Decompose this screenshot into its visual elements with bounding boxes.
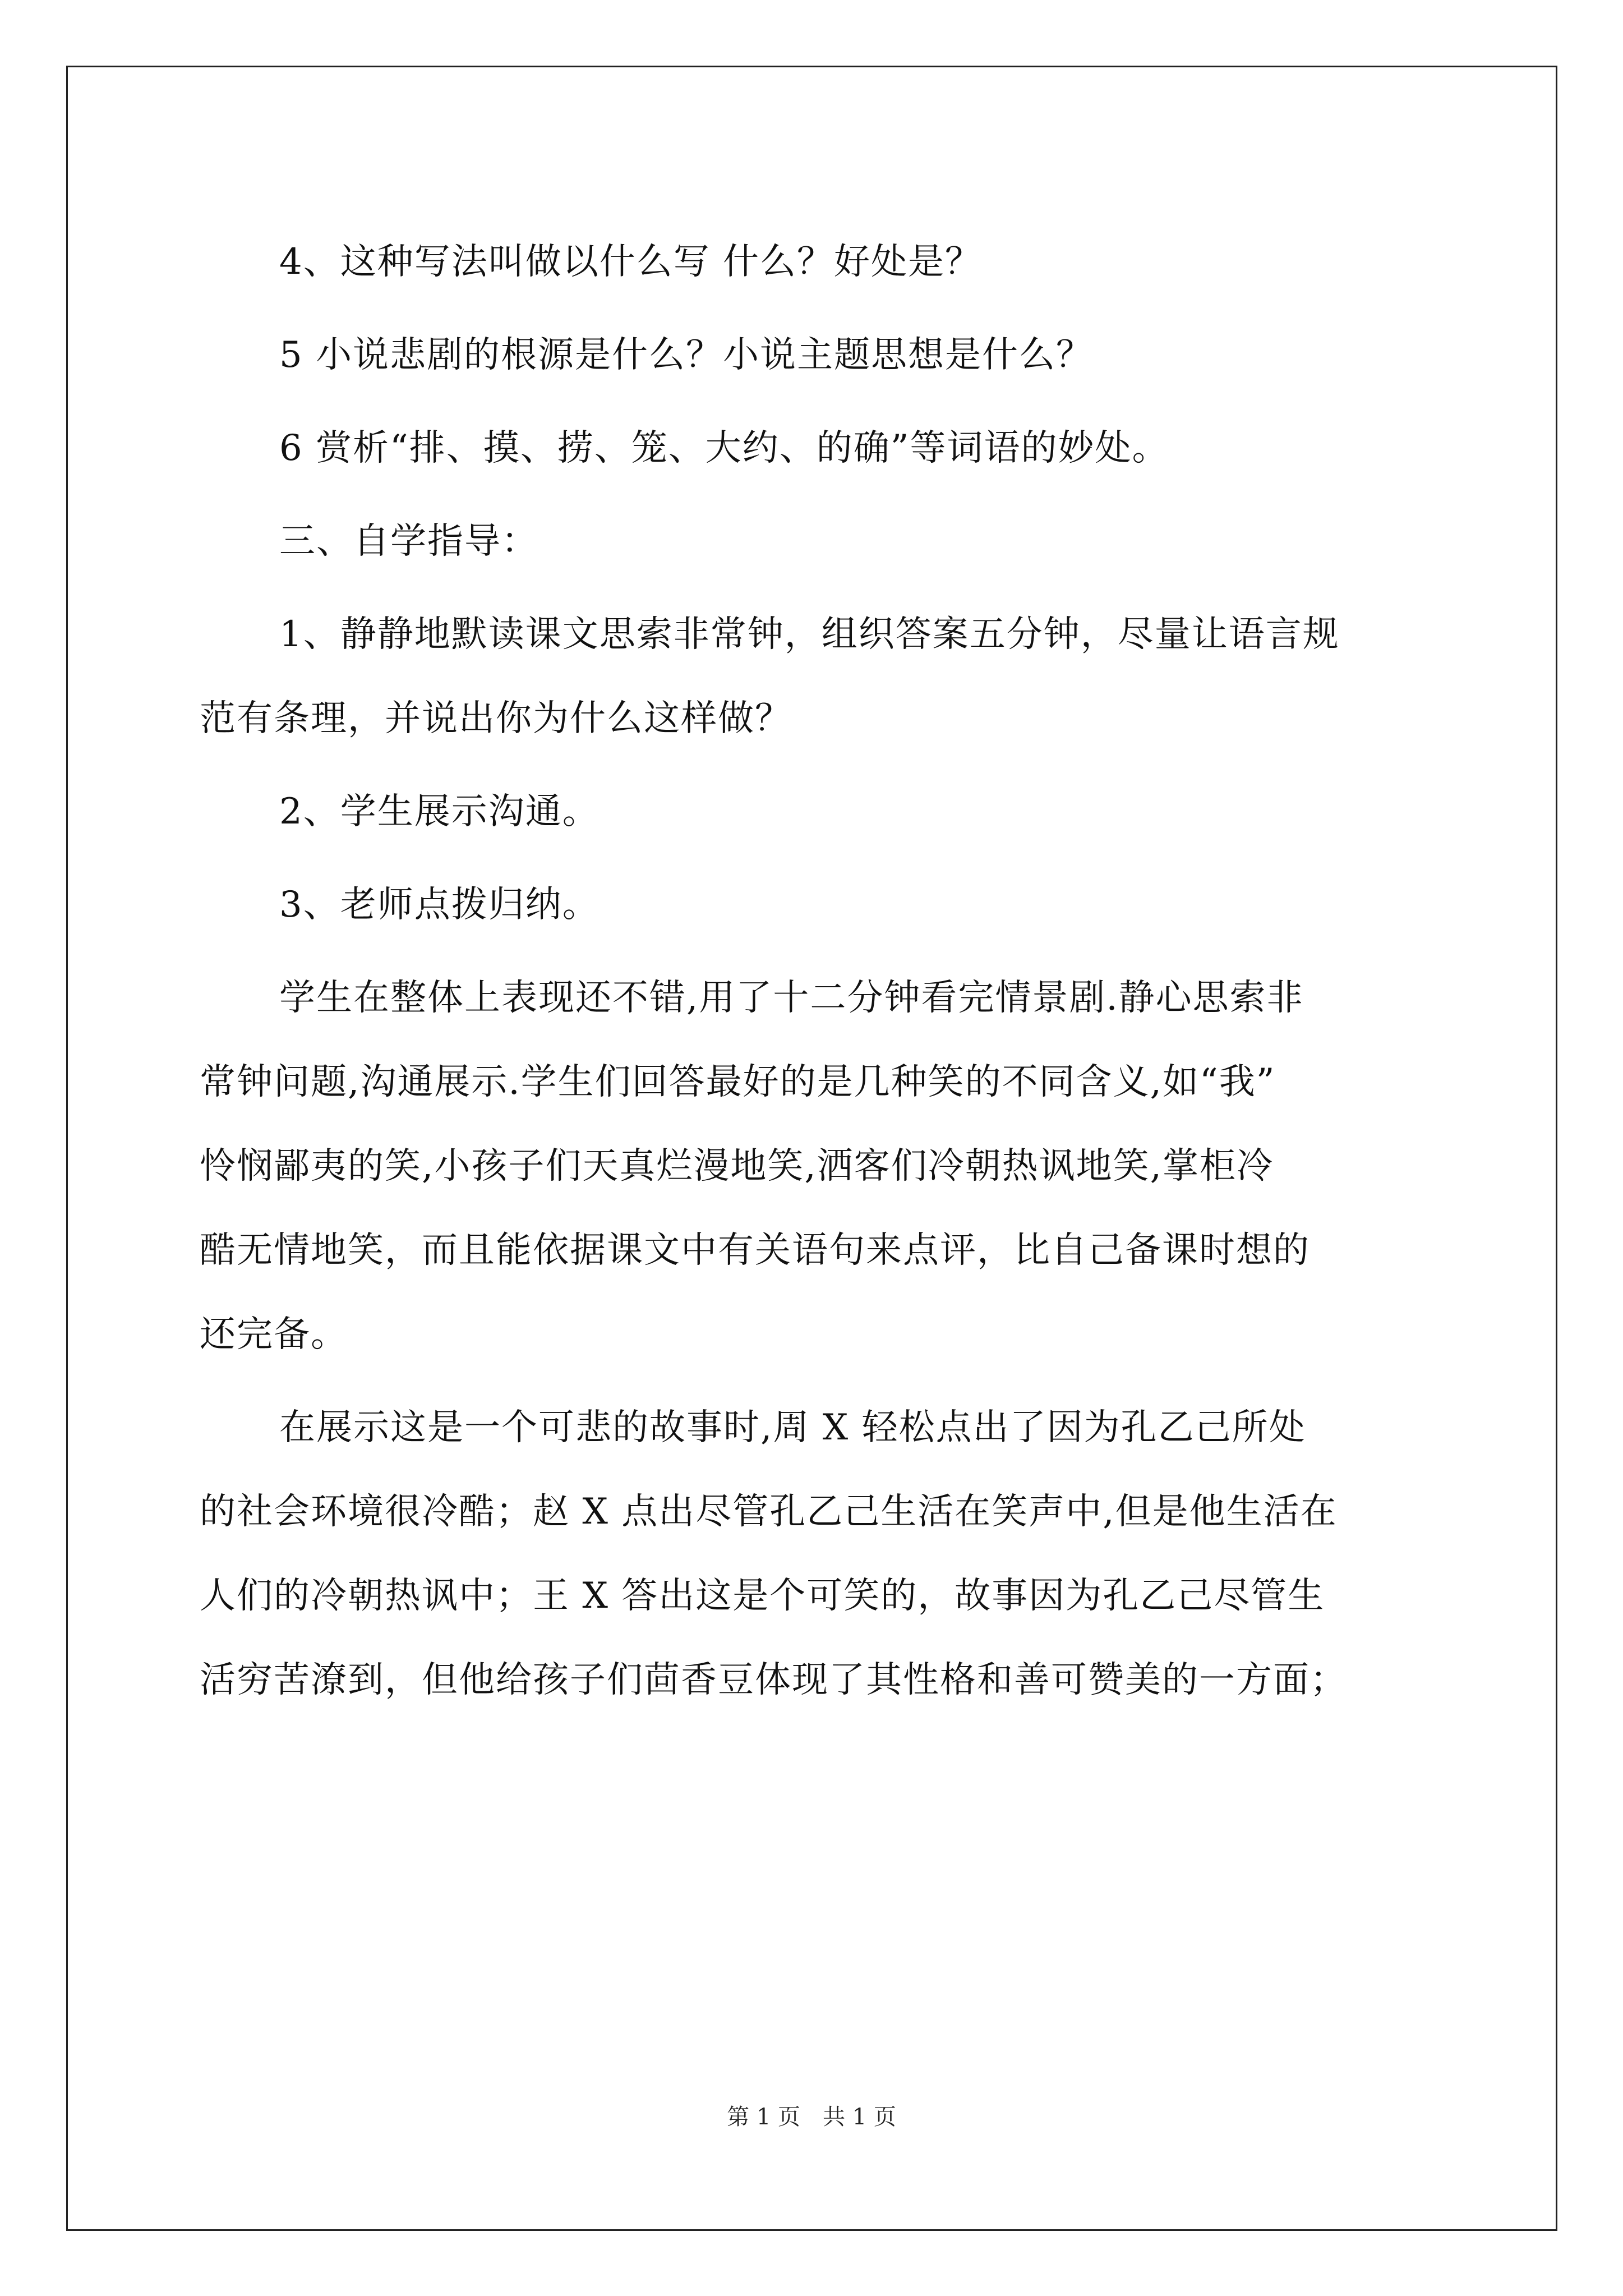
paragraph-line: 3、老师点拨归纳。	[279, 884, 600, 926]
section-heading: 三、自学指导：	[279, 521, 538, 562]
paragraph-line: 常钟问题,沟通展示.学生们回答最好的是几种笑的不同含义,如“我”	[200, 1061, 1276, 1103]
paragraph-line: 人们的冷朝热讽中；王 X 答出这是个可笑的，故事因为孔乙己尽管生	[200, 1575, 1325, 1617]
paragraph-line: 2、学生展示沟通。	[279, 791, 600, 832]
document-body	[200, 220, 1439, 1722]
paragraph-line: 怜悯鄙夷的笑,小孩子们天真烂漫地笑,洒客们冷朝热讽地笑,掌柜冷	[200, 1145, 1274, 1187]
paragraph-line: 的社会环境很冷酷；赵 X 点出尽管孔乙己生活在笑声中,但是他生活在	[200, 1491, 1338, 1533]
paragraph-line: 酷无情地笑，而且能依据课文中有关语句来点评，比自己备课时想的	[200, 1230, 1310, 1271]
page-footer: 第 1 页 共 1 页	[727, 2104, 896, 2130]
paragraph-line: 范有条理，并说出你为什么这样做？	[200, 698, 792, 739]
paragraph-line: 6 赏析“排、摸、捞、笼、大约、的确”等词语的妙处。	[279, 427, 1169, 469]
paragraph-line: 4、这种写法叫做以什么写 什么？好处是？	[279, 241, 983, 283]
paragraph-line: 还完备。	[200, 1314, 348, 1355]
paragraph-line: 5 小说悲剧的根源是什么？小说主题思想是什么？	[279, 334, 1094, 376]
paragraph-line: 活穷苦潦到，但他给孩子们茴香豆体现了其性格和善可赞美的一方面；	[200, 1659, 1347, 1701]
paragraph-line: 学生在整体上表现还不错,用了十二分钟看完情景剧.静心思索非	[279, 977, 1304, 1019]
paragraph-line: 1、静静地默读课文思索非常钟，组织答案五分钟，尽量让语言规	[279, 614, 1340, 655]
paragraph-line: 在展示这是一个可悲的故事时,周 X 轻松点出了因为孔乙己所处	[279, 1407, 1306, 1448]
